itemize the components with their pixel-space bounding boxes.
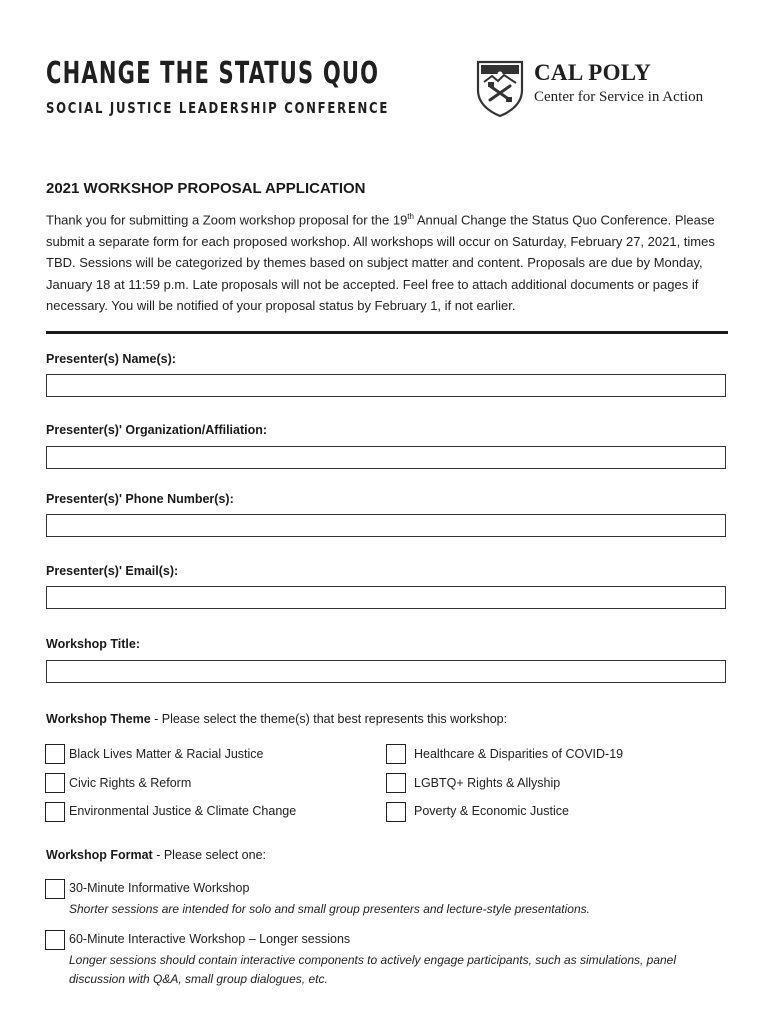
workshop-format-label: Workshop Format - Please select one: bbox=[46, 848, 266, 862]
theme-checkbox-environmental-justice[interactable] bbox=[45, 802, 65, 822]
conference-title: CHANGE THE STATUS QUO bbox=[46, 56, 380, 91]
document-title: 2021 WORKSHOP PROPOSAL APPLICATION bbox=[46, 180, 366, 197]
theme-checkbox-lgbtq-rights[interactable] bbox=[386, 773, 406, 793]
format-option-label: 30-Minute Informative Workshop bbox=[69, 881, 250, 895]
presenter-email-label: Presenter(s)' Email(s): bbox=[46, 564, 179, 578]
theme-option-label: Civic Rights & Reform bbox=[69, 776, 192, 790]
format-option-note: Longer sessions should contain interactive components to actively engage participants, such as simulations, panel discussion with Q&A, small group dialogues, etc. bbox=[69, 953, 677, 986]
theme-checkbox-healthcare-covid[interactable] bbox=[386, 744, 406, 764]
workshop-title-label: Workshop Title: bbox=[46, 637, 140, 651]
theme-option-label: Healthcare & Disparities of COVID-19 bbox=[414, 747, 624, 761]
theme-checkbox-black-lives-matter[interactable] bbox=[45, 744, 65, 764]
workshop-title-input[interactable] bbox=[46, 660, 726, 683]
cal-poly-seal-logo bbox=[476, 60, 524, 118]
brand-name: CAL POLY bbox=[534, 60, 652, 85]
presenter-organization-label: Presenter(s)' Organization/Affiliation: bbox=[46, 423, 268, 437]
conference-subtitle: SOCIAL JUSTICE LEADERSHIP CONFERENCE bbox=[46, 99, 390, 117]
theme-option-label: Poverty & Economic Justice bbox=[414, 804, 569, 818]
presenter-phone-label: Presenter(s)' Phone Number(s): bbox=[46, 492, 234, 506]
format-checkbox-30-minute[interactable] bbox=[45, 879, 65, 899]
theme-checkbox-poverty-economic[interactable] bbox=[386, 802, 406, 822]
presenter-names-input[interactable] bbox=[46, 374, 726, 397]
presenter-phone-input[interactable] bbox=[46, 514, 726, 537]
format-option-note: Shorter sessions are intended for solo and small group presenters and lecture-style presentations. bbox=[69, 902, 590, 916]
theme-checkbox-civic-rights[interactable] bbox=[45, 773, 65, 793]
presenter-organization-input[interactable] bbox=[46, 446, 726, 469]
presenter-email-input[interactable] bbox=[46, 586, 726, 609]
presenter-names-label: Presenter(s) Name(s): bbox=[46, 352, 176, 366]
theme-option-label: Environmental Justice & Climate Change bbox=[69, 804, 297, 818]
section-divider bbox=[46, 331, 728, 334]
brand-department: Center for Service in Action bbox=[534, 89, 704, 105]
format-checkbox-60-minute[interactable] bbox=[45, 930, 65, 950]
format-option-label: 60-Minute Interactive Workshop – Longer sessions bbox=[69, 932, 351, 946]
theme-option-label: Black Lives Matter & Racial Justice bbox=[69, 747, 264, 761]
workshop-theme-label: Workshop Theme - Please select the theme(s) that best represents this workshop: bbox=[46, 712, 508, 726]
intro-paragraph: Thank you for submitting a Zoom workshop proposal for the 19th Annual Change the Status Quo Conference. Please submit a separate form for each proposed workshop. All workshops will occur on Saturday, February 27, 2021, times TBD. Sessions will be categorized by themes based on subject matter and content. Proposals are due by Monday, January 18 at 11:59 p.m. Late proposals will not be accepted. Feel free to attach additional documents or pages if necessary. You will be notified of your proposal status by February 1, if not earlier. bbox=[46, 212, 715, 314]
theme-option-label: LGBTQ+ Rights & Allyship bbox=[414, 776, 561, 790]
